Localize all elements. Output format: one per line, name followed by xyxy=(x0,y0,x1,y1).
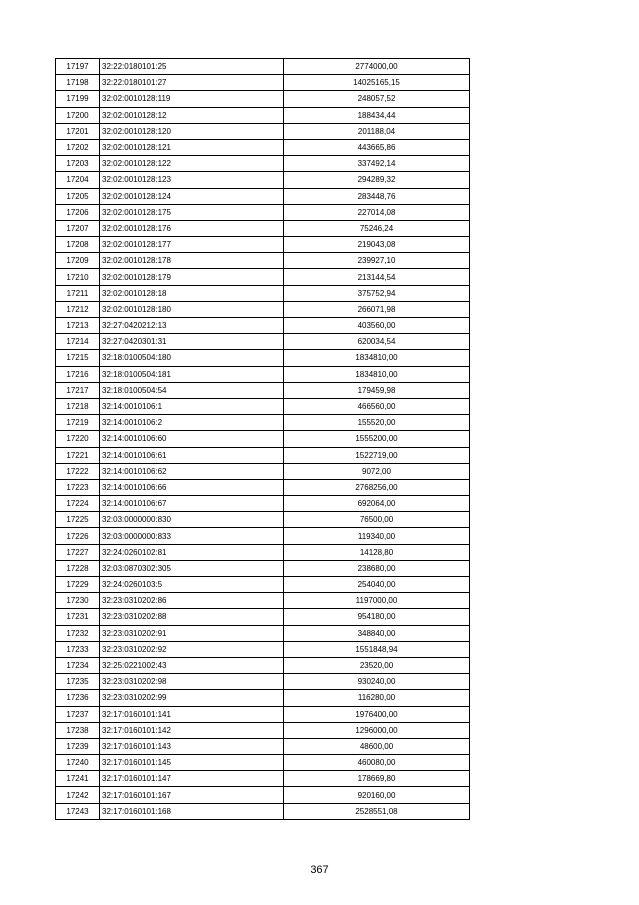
cadastral-code-cell: 32:23:0310202:99 xyxy=(100,690,284,706)
data-table xyxy=(55,58,470,820)
value-cell: 23520,00 xyxy=(284,657,470,673)
value-cell: 188434,44 xyxy=(284,107,470,123)
table-row xyxy=(56,220,470,236)
page-number: 367 xyxy=(310,864,329,876)
value-cell: 201188,04 xyxy=(284,123,470,139)
table-row xyxy=(56,318,470,334)
row-number-cell: 17209 xyxy=(56,253,100,269)
cadastral-code-cell: 32:23:0310202:91 xyxy=(100,625,284,641)
cadastral-code-cell: 32:02:0010128:123 xyxy=(100,172,284,188)
table-row xyxy=(56,479,470,495)
row-number-cell: 17235 xyxy=(56,674,100,690)
row-number-cell: 17238 xyxy=(56,722,100,738)
value-cell: 179459,98 xyxy=(284,382,470,398)
value-cell: 375752,94 xyxy=(284,285,470,301)
row-number-cell: 17199 xyxy=(56,91,100,107)
value-cell: 466560,00 xyxy=(284,398,470,414)
table-row xyxy=(56,803,470,819)
row-number-cell: 17200 xyxy=(56,107,100,123)
table-row xyxy=(56,593,470,609)
row-number-cell: 17240 xyxy=(56,755,100,771)
cadastral-code-cell: 32:14:0010106:67 xyxy=(100,496,284,512)
row-number-cell: 17197 xyxy=(56,59,100,75)
cadastral-code-cell: 32:18:0100504:180 xyxy=(100,350,284,366)
row-number-cell: 17213 xyxy=(56,318,100,334)
value-cell: 460080,00 xyxy=(284,755,470,771)
cadastral-code-cell: 32:02:0010128:175 xyxy=(100,204,284,220)
value-cell: 920160,00 xyxy=(284,787,470,803)
cadastral-code-cell: 32:02:0010128:120 xyxy=(100,123,284,139)
row-number-cell: 17216 xyxy=(56,366,100,382)
value-cell: 1976400,00 xyxy=(284,706,470,722)
table-row xyxy=(56,156,470,172)
row-number-cell: 17201 xyxy=(56,123,100,139)
value-cell: 443665,86 xyxy=(284,139,470,155)
cadastral-code-cell: 32:17:0160101:147 xyxy=(100,771,284,787)
value-cell: 294289,32 xyxy=(284,172,470,188)
table-row xyxy=(56,738,470,754)
table-row xyxy=(56,91,470,107)
value-cell: 238680,00 xyxy=(284,560,470,576)
cadastral-code-cell: 32:17:0160101:143 xyxy=(100,738,284,754)
cadastral-code-cell: 32:22:0180101:25 xyxy=(100,59,284,75)
value-cell: 178669,80 xyxy=(284,771,470,787)
row-number-cell: 17219 xyxy=(56,415,100,431)
cadastral-code-cell: 32:02:0010128:18 xyxy=(100,285,284,301)
row-number-cell: 17218 xyxy=(56,398,100,414)
row-number-cell: 17222 xyxy=(56,463,100,479)
table-row xyxy=(56,301,470,317)
cadastral-code-cell: 32:03:0870302:305 xyxy=(100,560,284,576)
row-number-cell: 17205 xyxy=(56,188,100,204)
cadastral-code-cell: 32:24:0260102:81 xyxy=(100,544,284,560)
row-number-cell: 17229 xyxy=(56,577,100,593)
cadastral-code-cell: 32:14:0010106:1 xyxy=(100,398,284,414)
cadastral-code-cell: 32:02:0010128:178 xyxy=(100,253,284,269)
value-cell: 266071,98 xyxy=(284,301,470,317)
value-cell: 239927,10 xyxy=(284,253,470,269)
table-row xyxy=(56,787,470,803)
value-cell: 76500,00 xyxy=(284,512,470,528)
table-row xyxy=(56,528,470,544)
row-number-cell: 17225 xyxy=(56,512,100,528)
cadastral-code-cell: 32:14:0010106:62 xyxy=(100,463,284,479)
table-row xyxy=(56,674,470,690)
value-cell: 2774000,00 xyxy=(284,59,470,75)
cadastral-code-cell: 32:27:0420301:31 xyxy=(100,334,284,350)
cadastral-code-cell: 32:17:0160101:168 xyxy=(100,803,284,819)
table-row xyxy=(56,577,470,593)
cadastral-code-cell: 32:02:0010128:119 xyxy=(100,91,284,107)
cadastral-code-cell: 32:02:0010128:122 xyxy=(100,156,284,172)
table-row xyxy=(56,431,470,447)
cadastral-code-cell: 32:03:0000000:830 xyxy=(100,512,284,528)
table-row xyxy=(56,382,470,398)
cadastral-code-cell: 32:02:0010128:180 xyxy=(100,301,284,317)
table-row xyxy=(56,657,470,673)
table-row xyxy=(56,188,470,204)
row-number-cell: 17232 xyxy=(56,625,100,641)
value-cell: 1197000,00 xyxy=(284,593,470,609)
row-number-cell: 17214 xyxy=(56,334,100,350)
cadastral-code-cell: 32:02:0010128:124 xyxy=(100,188,284,204)
table-body xyxy=(56,59,470,820)
table-row xyxy=(56,755,470,771)
cadastral-code-cell: 32:18:0100504:54 xyxy=(100,382,284,398)
row-number-cell: 17237 xyxy=(56,706,100,722)
table-row xyxy=(56,334,470,350)
value-cell: 403560,00 xyxy=(284,318,470,334)
cadastral-code-cell: 32:14:0010106:60 xyxy=(100,431,284,447)
cadastral-code-cell: 32:03:0000000:833 xyxy=(100,528,284,544)
value-cell: 348840,00 xyxy=(284,625,470,641)
cadastral-code-cell: 32:23:0310202:92 xyxy=(100,641,284,657)
cadastral-code-cell: 32:17:0160101:145 xyxy=(100,755,284,771)
table-row xyxy=(56,269,470,285)
value-cell: 1834810,00 xyxy=(284,366,470,382)
row-number-cell: 17242 xyxy=(56,787,100,803)
cadastral-code-cell: 32:14:0010106:66 xyxy=(100,479,284,495)
table-row xyxy=(56,350,470,366)
table-row xyxy=(56,366,470,382)
table-row xyxy=(56,59,470,75)
value-cell: 213144,54 xyxy=(284,269,470,285)
value-cell: 119340,00 xyxy=(284,528,470,544)
table-row xyxy=(56,706,470,722)
value-cell: 9072,00 xyxy=(284,463,470,479)
cadastral-code-cell: 32:17:0160101:167 xyxy=(100,787,284,803)
cadastral-code-cell: 32:23:0310202:88 xyxy=(100,609,284,625)
row-number-cell: 17215 xyxy=(56,350,100,366)
row-number-cell: 17198 xyxy=(56,75,100,91)
cadastral-code-cell: 32:17:0160101:142 xyxy=(100,722,284,738)
value-cell: 219043,08 xyxy=(284,237,470,253)
row-number-cell: 17207 xyxy=(56,220,100,236)
table-row xyxy=(56,107,470,123)
table-row xyxy=(56,609,470,625)
table-row xyxy=(56,285,470,301)
table-row xyxy=(56,771,470,787)
row-number-cell: 17241 xyxy=(56,771,100,787)
value-cell: 248057,52 xyxy=(284,91,470,107)
value-cell: 283448,76 xyxy=(284,188,470,204)
cadastral-code-cell: 32:25:0221002:43 xyxy=(100,657,284,673)
row-number-cell: 17243 xyxy=(56,803,100,819)
row-number-cell: 17234 xyxy=(56,657,100,673)
value-cell: 2768256,00 xyxy=(284,479,470,495)
value-cell: 1551848,94 xyxy=(284,641,470,657)
row-number-cell: 17239 xyxy=(56,738,100,754)
table-row xyxy=(56,560,470,576)
value-cell: 14025165,15 xyxy=(284,75,470,91)
row-number-cell: 17236 xyxy=(56,690,100,706)
cadastral-code-cell: 32:27:0420212:13 xyxy=(100,318,284,334)
row-number-cell: 17223 xyxy=(56,479,100,495)
table-row xyxy=(56,496,470,512)
row-number-cell: 17221 xyxy=(56,447,100,463)
value-cell: 227014,08 xyxy=(284,204,470,220)
row-number-cell: 17208 xyxy=(56,237,100,253)
cadastral-code-cell: 32:22:0180101:27 xyxy=(100,75,284,91)
value-cell: 75246,24 xyxy=(284,220,470,236)
value-cell: 692064,00 xyxy=(284,496,470,512)
table-row xyxy=(56,512,470,528)
table-row xyxy=(56,690,470,706)
table-row xyxy=(56,722,470,738)
row-number-cell: 17202 xyxy=(56,139,100,155)
value-cell: 48600,00 xyxy=(284,738,470,754)
row-number-cell: 17212 xyxy=(56,301,100,317)
value-cell: 254040,00 xyxy=(284,577,470,593)
table-row xyxy=(56,75,470,91)
table-row xyxy=(56,204,470,220)
table-row xyxy=(56,447,470,463)
value-cell: 1296000,00 xyxy=(284,722,470,738)
cadastral-code-cell: 32:23:0310202:86 xyxy=(100,593,284,609)
table-row xyxy=(56,463,470,479)
table-row xyxy=(56,398,470,414)
cadastral-code-cell: 32:02:0010128:12 xyxy=(100,107,284,123)
value-cell: 1555200,00 xyxy=(284,431,470,447)
cadastral-code-cell: 32:02:0010128:179 xyxy=(100,269,284,285)
row-number-cell: 17211 xyxy=(56,285,100,301)
row-number-cell: 17206 xyxy=(56,204,100,220)
value-cell: 930240,00 xyxy=(284,674,470,690)
value-cell: 14128,80 xyxy=(284,544,470,560)
cadastral-code-cell: 32:14:0010106:61 xyxy=(100,447,284,463)
table-row xyxy=(56,253,470,269)
value-cell: 954180,00 xyxy=(284,609,470,625)
cadastral-code-cell: 32:02:0010128:121 xyxy=(100,139,284,155)
row-number-cell: 17228 xyxy=(56,560,100,576)
table-row xyxy=(56,625,470,641)
cadastral-code-cell: 32:18:0100504:181 xyxy=(100,366,284,382)
cadastral-code-cell: 32:02:0010128:176 xyxy=(100,220,284,236)
table-row xyxy=(56,123,470,139)
table-row xyxy=(56,415,470,431)
cadastral-code-cell: 32:14:0010106:2 xyxy=(100,415,284,431)
value-cell: 2528551,08 xyxy=(284,803,470,819)
value-cell: 337492,14 xyxy=(284,156,470,172)
table-row xyxy=(56,237,470,253)
value-cell: 155520,00 xyxy=(284,415,470,431)
value-cell: 620034,54 xyxy=(284,334,470,350)
row-number-cell: 17210 xyxy=(56,269,100,285)
row-number-cell: 17233 xyxy=(56,641,100,657)
row-number-cell: 17217 xyxy=(56,382,100,398)
table-row xyxy=(56,172,470,188)
cadastral-code-cell: 32:17:0160101:141 xyxy=(100,706,284,722)
row-number-cell: 17227 xyxy=(56,544,100,560)
cadastral-code-cell: 32:24:0260103:5 xyxy=(100,577,284,593)
table-row xyxy=(56,641,470,657)
row-number-cell: 17203 xyxy=(56,156,100,172)
cadastral-code-cell: 32:23:0310202:98 xyxy=(100,674,284,690)
row-number-cell: 17204 xyxy=(56,172,100,188)
cadastral-code-cell: 32:02:0010128:177 xyxy=(100,237,284,253)
table-row xyxy=(56,544,470,560)
row-number-cell: 17230 xyxy=(56,593,100,609)
value-cell: 116280,00 xyxy=(284,690,470,706)
value-cell: 1522719,00 xyxy=(284,447,470,463)
row-number-cell: 17226 xyxy=(56,528,100,544)
row-number-cell: 17224 xyxy=(56,496,100,512)
row-number-cell: 17220 xyxy=(56,431,100,447)
value-cell: 1834810,00 xyxy=(284,350,470,366)
row-number-cell: 17231 xyxy=(56,609,100,625)
table-row xyxy=(56,139,470,155)
